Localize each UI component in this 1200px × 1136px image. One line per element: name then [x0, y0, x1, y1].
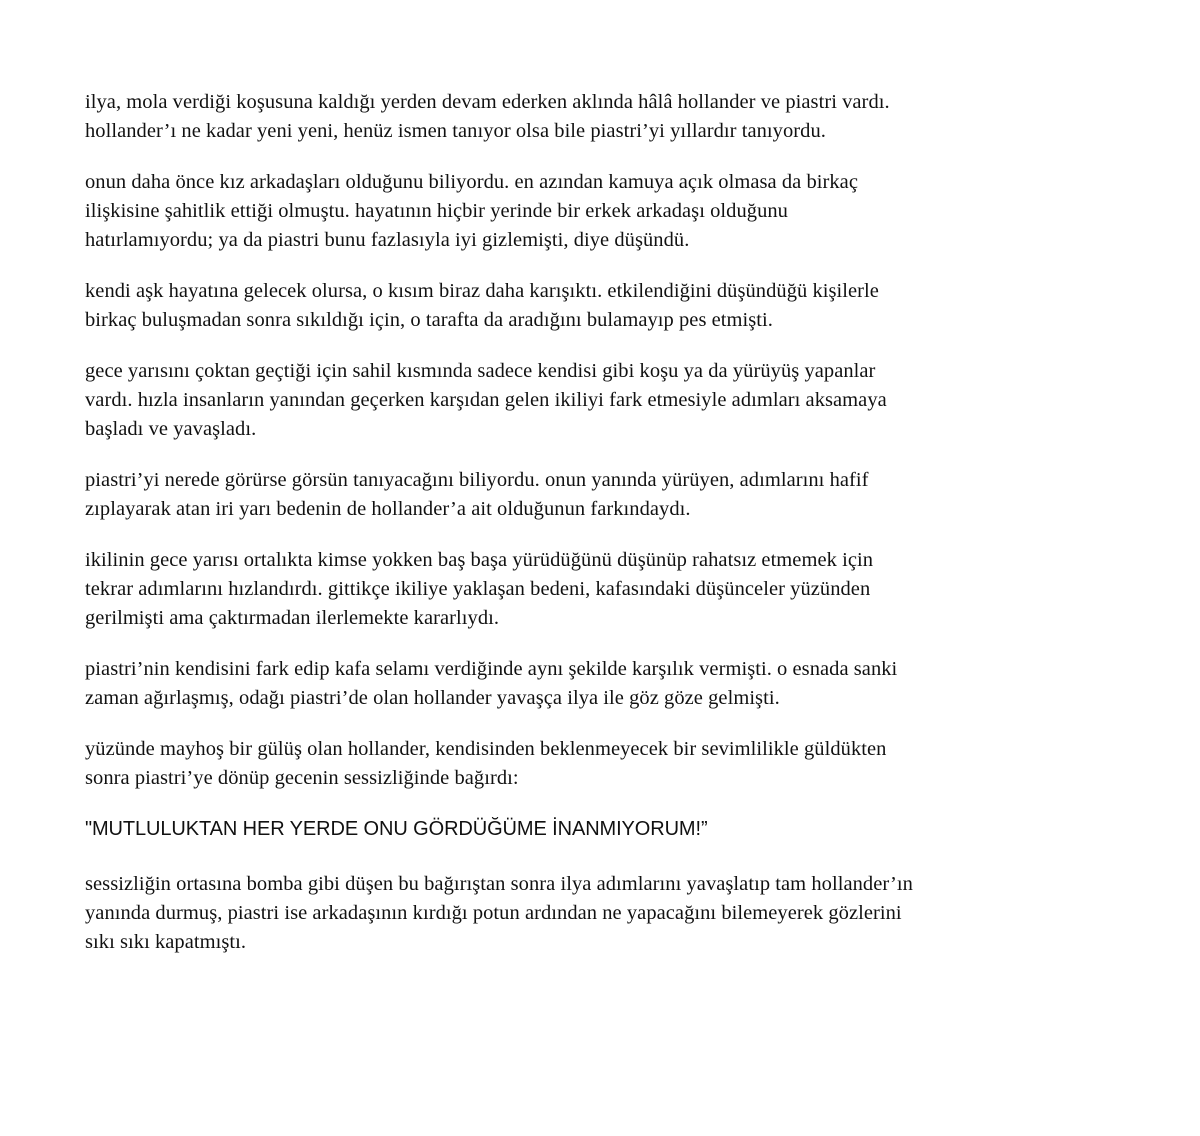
text-line: zaman ağırlaşmış, odağı piastri’de olan hollander yavaşça ilya ile göz göze gelmişti. [85, 687, 780, 709]
text-line: başladı ve yavaşladı. [85, 418, 257, 440]
text-line: yüzünde mayhoş bir gülüş olan hollander, kendisinden beklenmeyecek bir sevimlilikle güldükten [85, 738, 887, 760]
text-line: ikilinin gece yarısı ortalıkta kimse yokken baş başa yürüdüğünü düşünüp rahatsız etmemek için [85, 549, 874, 571]
text-line: yanında durmuş, piastri ise arkadaşının kırdığı potun ardından ne yapacağını bilemeyerek gözlerini [85, 902, 902, 924]
text-line: ilişkisine şahitlik ettiği olmuştu. hayatının hiçbir yerinde bir erkek arkadaşı olduğunu [85, 200, 788, 222]
paragraph-8 [85, 735, 1155, 793]
paragraph-5 [85, 466, 1155, 524]
text-line: sonra piastri’ye dönüp gecenin sessizliğinde bağırdı: [85, 767, 519, 789]
paragraph-7 [85, 655, 1155, 713]
text-line: zıplayarak atan iri yarı bedenin de hollander’a ait olduğunun farkındaydı. [85, 498, 691, 520]
text-line: kendi aşk hayatına gelecek olursa, o kısım biraz daha karışıktı. etkilendiğini düşündüğü kişilerle [85, 280, 879, 302]
text-line: gece yarısını çoktan geçtiği için sahil kısmında sadece kendisi gibi koşu ya da yürüyüş yapanlar [85, 360, 876, 382]
text-line: hatırlamıyordu; ya da piastri bunu fazlasıyla iyi gizlemişti, diye düşündü. [85, 229, 690, 251]
text-line: tekrar adımlarını hızlandırdı. gittikçe ikiliye yaklaşan bedeni, kafasındaki düşünceler yüzünden [85, 578, 871, 600]
shout-quote: "MUTLULUKTAN HER YERDE ONU GÖRDÜĞÜME İNANMIYORUM!” [85, 818, 708, 840]
paragraph-2 [85, 168, 1155, 255]
text-line: ilya, mola verdiği koşusuna kaldığı yerden devam ederken aklında hâlâ hollander ve piastri vardı. [85, 91, 890, 113]
text-line: piastri’yi nerede görürse görsün tanıyacağını biliyordu. onun yanında yürüyen, adımlarını hafif [85, 469, 869, 491]
text-line: hollander’ı ne kadar yeni yeni, henüz ismen tanıyor olsa bile piastri’yi yıllardır tanıyordu. [85, 120, 826, 142]
story-text [85, 88, 1155, 979]
text-line: birkaç buluşmadan sonra sıkıldığı için, o tarafta da aradığını bulamayıp pes etmişti. [85, 309, 773, 331]
paragraph-3 [85, 277, 1155, 335]
text-line: gerilmişti ama çaktırmadan ilerlemekte kararlıydı. [85, 607, 500, 629]
paragraph-4 [85, 357, 1155, 444]
paragraph-6 [85, 546, 1155, 633]
text-line: piastri’nin kendisini fark edip kafa selamı verdiğinde aynı şekilde karşılık vermişti. o esnada sanki [85, 658, 898, 680]
text-line: sıkı sıkı kapatmıştı. [85, 931, 247, 953]
text-line: onun daha önce kız arkadaşları olduğunu biliyordu. en azından kamuya açık olmasa da birkaç [85, 171, 858, 193]
paragraph-1 [85, 88, 1155, 146]
text-line: vardı. hızla insanların yanından geçerken karşıdan gelen ikiliyi fark etmesiyle adımları aksamaya [85, 389, 887, 411]
text-line: sessizliğin ortasına bomba gibi düşen bu bağırıştan sonra ilya adımlarını yavaşlatıp tam hollander’ın [85, 873, 913, 895]
final-paragraph [85, 870, 1155, 957]
